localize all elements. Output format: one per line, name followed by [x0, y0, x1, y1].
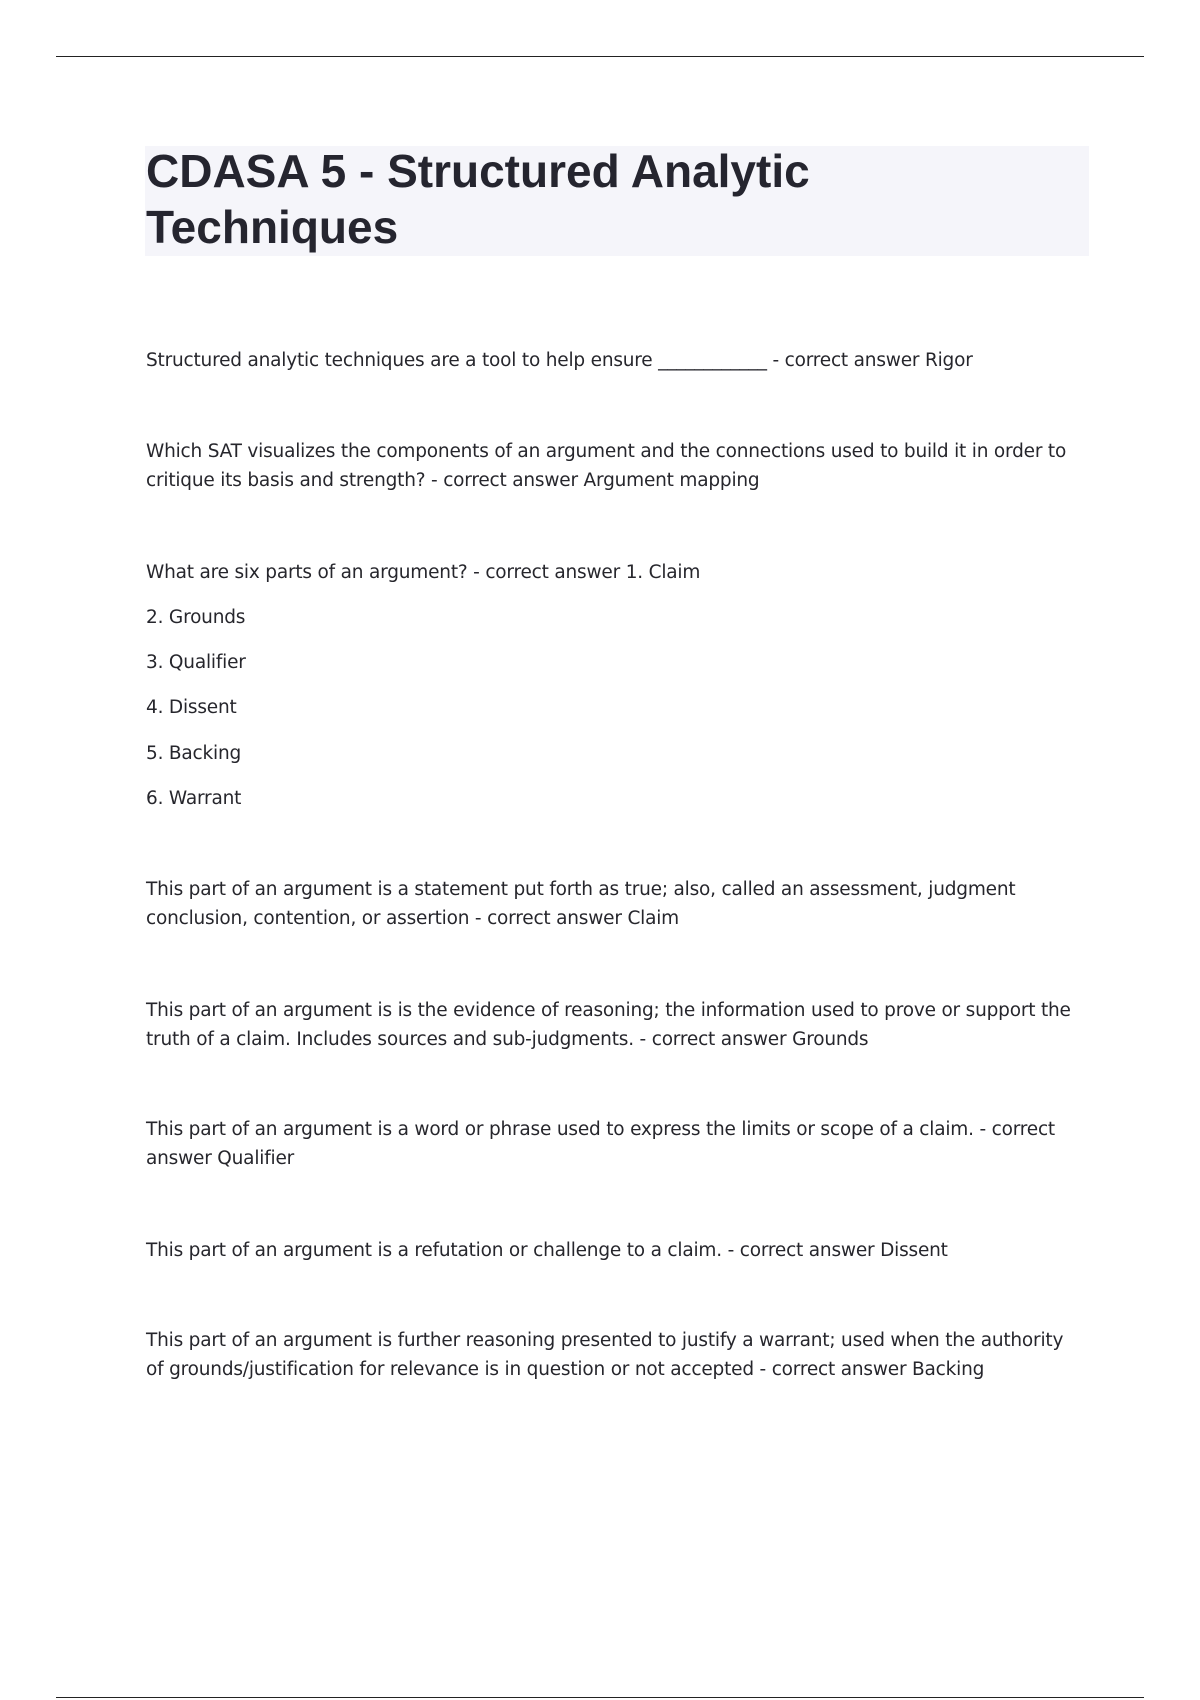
argument-part-5: 5. Backing — [146, 743, 242, 764]
document-title: CDASA 5 - Structured Analytic Techniques — [146, 145, 810, 253]
argument-part-2: 2. Grounds — [146, 607, 246, 628]
card-1: Which SAT visualizes the components of an argument and the connections used to build it in order to critique its basis and strength? - correct answer Argument mapping — [146, 441, 1067, 491]
card-3: This part of an argument is a statement put forth as true; also, called an assessment, judgment conclusion, contention, or assertion - correct answer Claim — [146, 879, 1016, 929]
card-7: This part of an argument is further reasoning presented to justify a warrant; used when the authority of grounds/justification for relevance is in question or not accepted - correct answer Backing — [146, 1330, 1064, 1380]
card-5: This part of an argument is a word or phrase used to express the limits or scope of a claim. - correct answer Qualifier — [146, 1119, 1055, 1169]
card-6: This part of an argument is a refutation or challenge to a claim. - correct answer Dissent — [146, 1240, 948, 1261]
card-0: Structured analytic techniques are a tool to help ensure ____________ - correct answer Rigor — [146, 350, 973, 371]
bottom-rule — [56, 1697, 1144, 1698]
card-4: This part of an argument is is the evidence of reasoning; the information used to prove or support the truth of a claim. Includes sources and sub-judgments. - correct answer Grounds — [146, 1000, 1071, 1050]
argument-part-3: 3. Qualifier — [146, 652, 246, 673]
argument-part-6: 6. Warrant — [146, 788, 242, 809]
card-2: What are six parts of an argument? - correct answer 1. Claim — [146, 562, 701, 583]
argument-part-4: 4. Dissent — [146, 697, 237, 718]
top-rule — [56, 56, 1144, 57]
